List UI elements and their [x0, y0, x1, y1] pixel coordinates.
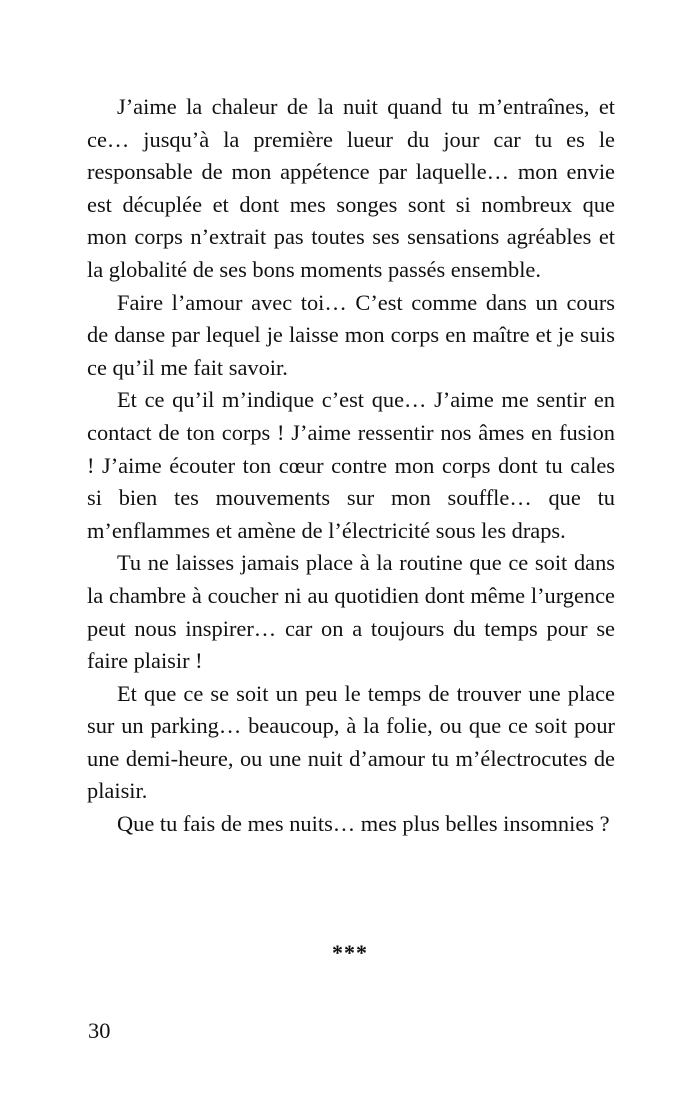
paragraph: Et que ce se soit un peu le temps de trouver une place sur un parking… beaucoup, à la folie, ou que ce soit pour une demi-heure, ou une nuit d’amour tu m’électrocutes de plaisir. — [87, 680, 615, 804]
paragraph: J’aime la chaleur de la nuit quand tu m’entraînes, et ce… jusqu’à la première lueur du jour car tu es le responsable de mon appétence par laquelle… mon envie est décuplée et dont mes songes sont si nombreux que mon corps n’extrait pas toutes ses sensations agréables et la globalité de ses bons moments passés ensemble. — [87, 94, 615, 282]
page-number: 30 — [88, 1018, 111, 1043]
paragraph: Tu ne laisses jamais place à la routine que ce soit dans la chambre à coucher ni au quotidien dont même l’urgence peut nous inspirer… car on a toujours du temps pour se faire plaisir ! — [87, 550, 615, 674]
section-separator: *** — [332, 940, 368, 965]
body-text — [87, 91, 615, 841]
paragraph: Faire l’amour avec toi… C’est comme dans un cours de danse par lequel je laisse mon corps en maître et je suis ce qu’il me fait savoir. — [87, 289, 615, 380]
paragraph: Et ce qu’il m’indique c’est que… J’aime me sentir en contact de ton corps ! J’aime ressentir nos âmes en fusion ! J’aime écouter ton cœur contre mon corps dont tu cales si bien tes mouvements sur mon souffle… que tu m’enflammes et amène de l’électricité sous les draps. — [87, 387, 615, 543]
paragraph: Que tu fais de mes nuits… mes plus belles insomnies ? — [117, 811, 610, 837]
